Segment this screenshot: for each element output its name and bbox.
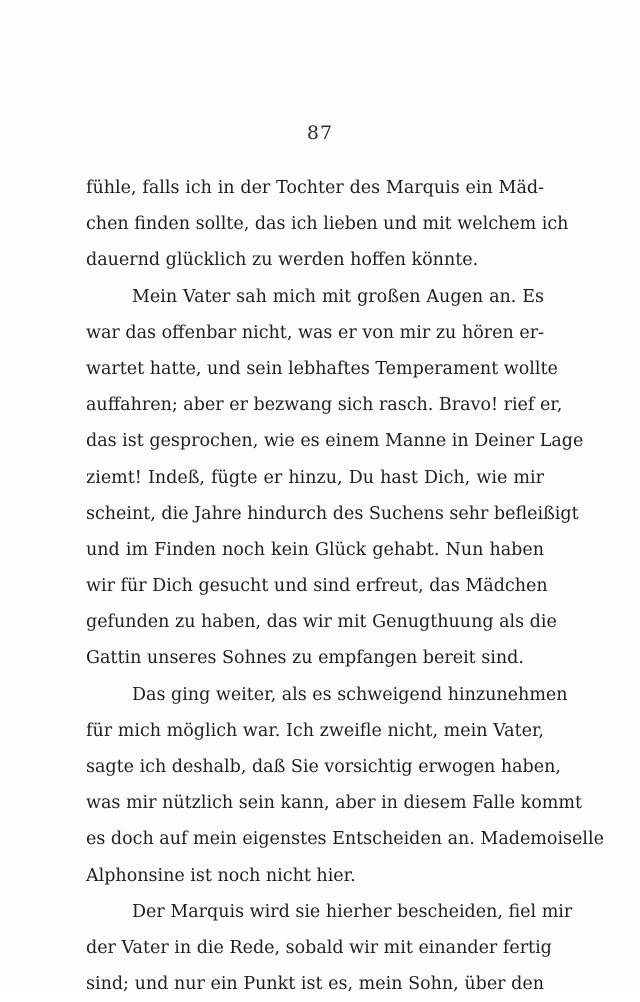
text-line: Der Marquis wird sie hierher bescheiden, fiel mir: [132, 901, 573, 922]
text-line: für mich möglich war. Ich zweifle nicht, mein Vater,: [86, 720, 544, 741]
text-line: Alphonsine ist noch nicht hier.: [86, 865, 356, 886]
text-line: das ist gesprochen, wie es einem Manne in Deiner Lage: [86, 431, 584, 452]
body-text: [86, 170, 604, 1002]
text-line: sind; und nur ein Punkt ist es, mein Sohn, über den: [86, 974, 544, 995]
text-line: Gattin unseres Sohnes zu empfangen bereit sind.: [86, 648, 524, 669]
text-line: wartet hatte, und sein lebhaftes Temperament wollte: [86, 358, 558, 379]
text-line: ziemt! Indeß, fügte er hinzu, Du hast Dich, wie mir: [86, 467, 544, 488]
text-line: war das offenbar nicht, was er von mir zu hören er-: [86, 322, 544, 343]
text-line: es doch auf mein eigenstes Entscheiden an. Mademoiselle: [86, 829, 604, 850]
text-line: chen finden sollte, das ich lieben und mit welchem ich: [86, 214, 569, 235]
text-line: auffahren; aber er bezwang sich rasch. Bravo! rief er,: [86, 395, 563, 416]
text-line: Das ging weiter, als es schweigend hinzunehmen: [132, 684, 568, 705]
page-number: 87: [306, 122, 334, 144]
text-line: gefunden zu haben, das wir mit Genugthuung als die: [86, 612, 557, 633]
text-line: Mein Vater sah mich mit großen Augen an. Es: [132, 286, 544, 307]
text-line: was mir nützlich sein kann, aber in diesem Falle kommt: [86, 793, 583, 814]
text-line: der Vater in die Rede, sobald wir mit einander fertig: [86, 937, 552, 958]
text-line: und im Finden noch kein Glück gehabt. Nun haben: [86, 539, 544, 560]
text-line: sagte ich deshalb, daß Sie vorsichtig erwogen haben,: [86, 757, 561, 777]
text-line: wir für Dich gesucht und sind erfreut, das Mädchen: [86, 576, 548, 597]
text-line: scheint, die Jahre hindurch des Suchens sehr befleißigt: [86, 503, 579, 524]
text-line: dauernd glücklich zu werden hoffen könnte.: [86, 250, 479, 271]
text-line: fühle, falls ich in der Tochter des Marquis ein Mäd-: [86, 178, 544, 198]
